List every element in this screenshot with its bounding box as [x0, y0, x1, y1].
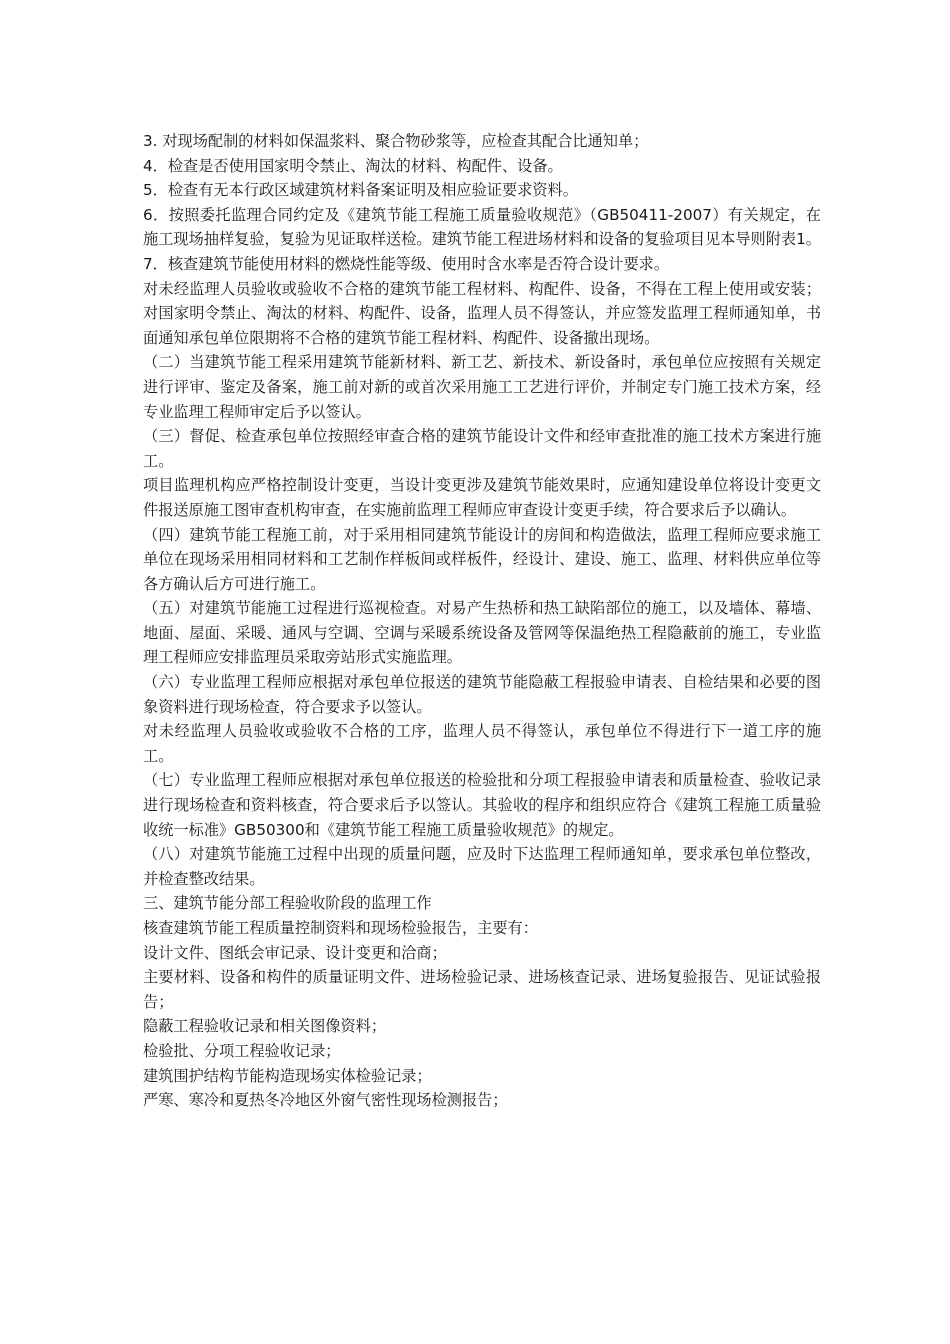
paragraph-item-4: 4．检查是否使用国家明令禁止、淘汰的材料、构配件、设备。: [143, 156, 563, 175]
paragraph-unaccepted-process: 对未经监理人员验收或验收不合格的工序，监理人员不得签认，承包单位不得进行下一道工序的施工。: [143, 722, 821, 765]
list-item: 设计文件、图纸会审记录、设计变更和洽商；: [143, 943, 447, 962]
paragraph-item-6: 6．按照委托监理合同约定及《建筑节能工程施工质量验收规范》（GB50411-2007）有关规定，在施工现场抽样复验，复验为见证取样送检。建筑节能工程进场材料和设备的复验项目见本导则附表1。: [143, 205, 821, 249]
paragraph-section-5: （五）对建筑节能施工过程进行巡视检查。对易产生热桥和热工缺陷部位的施工，以及墙体、幕墙、地面、屋面、采暖、通风与空调、空调与采暖系统设备及管网等保温绝热工程隐蔽前的施工，专业监理工程师应安排监理员采取旁站形式实施监理。: [143, 599, 821, 667]
document-body: [143, 129, 821, 1113]
list-item: 主要材料、设备和构件的质量证明文件、进场检验记录、进场核查记录、进场复验报告、见证试验报告；: [143, 968, 821, 1011]
paragraph-item-7: 7．核查建筑节能使用材料的燃烧性能等级、使用时含水率是否符合设计要求。: [143, 254, 670, 273]
list-item: 检验批、分项工程验收记录；: [143, 1041, 341, 1060]
paragraph-check-intro: 核查建筑节能工程质量控制资料和现场检验报告，主要有：: [143, 919, 538, 937]
paragraph-section-4: （四）建筑节能工程施工前，对于采用相同建筑节能设计的房间和构造做法，监理工程师应要求施工单位在现场采用相同材料和工艺制作样板间或样板件，经设计、建设、施工、监理、材料供应单位等各方确认后方可进行施工。: [143, 525, 821, 593]
paragraph-section-2: （二）当建筑节能工程采用建筑节能新材料、新工艺、新技术、新设备时，承包单位应按照有关规定进行评审、鉴定及备案，施工前对新的或首次采用施工工艺进行评价，并制定专门施工技术方案，经专业监理工程师审定后予以签认。: [143, 353, 821, 421]
paragraph-section-7: （七）专业监理工程师应根据对承包单位报送的检验批和分项工程报验申请表和质量检查、验收记录进行现场检查和资料核查，符合要求后予以签认。其验收的程序和组织应符合《建筑工程施工质量验收统一标准》GB50300和《建筑节能工程施工质量验收规范》的规定。: [143, 771, 821, 839]
list-item: 隐蔽工程验收记录和相关图像资料；: [143, 1017, 386, 1036]
paragraph-section-6: （六）专业监理工程师应根据对承包单位报送的建筑节能隐蔽工程报验申请表、自检结果和必要的图象资料进行现场检查，符合要求予以签认。: [143, 673, 821, 716]
paragraph-section-3: （三）督促、检查承包单位按照经审查合格的建筑节能设计文件和经审查批准的施工技术方案进行施工。: [143, 427, 821, 470]
list-item: 建筑围护结构节能构造现场实体检验记录；: [143, 1066, 432, 1085]
paragraph-item-5: 5．检查有无本行政区域建筑材料备案证明及相应验证要求资料。: [143, 181, 578, 200]
paragraph-section-8: （八）对建筑节能施工过程中出现的质量问题，应及时下达监理工程师通知单，要求承包单位整改，并检查整改结果。: [143, 845, 821, 888]
paragraph-item-3: 3. 对现场配制的材料如保温浆料、聚合物砂浆等，应检查其配合比通知单；: [143, 132, 649, 150]
section-heading-3: 三、建筑节能分部工程验收阶段的监理工作: [143, 894, 432, 913]
list-item: 严寒、寒冷和夏热冬冷地区外窗气密性现场检测报告；: [143, 1091, 508, 1110]
paragraph-unaccepted-materials: 对未经监理人员验收或验收不合格的建筑节能工程材料、构配件、设备，不得在工程上使用或安装；对国家明令禁止、淘汰的材料、构配件、设备，监理人员不得签认，并应签发监理工程师通知单，书面通知承包单位限期将不合格的建筑节能工程材料、构配件、设备撤出现场。: [143, 279, 821, 347]
paragraph-design-change: 项目监理机构应严格控制设计变更，当设计变更涉及建筑节能效果时，应通知建设单位将设计变更文件报送原施工图审查机构审查，在实施前监理工程师应审查设计变更手续，符合要求后予以确认。: [143, 476, 821, 519]
